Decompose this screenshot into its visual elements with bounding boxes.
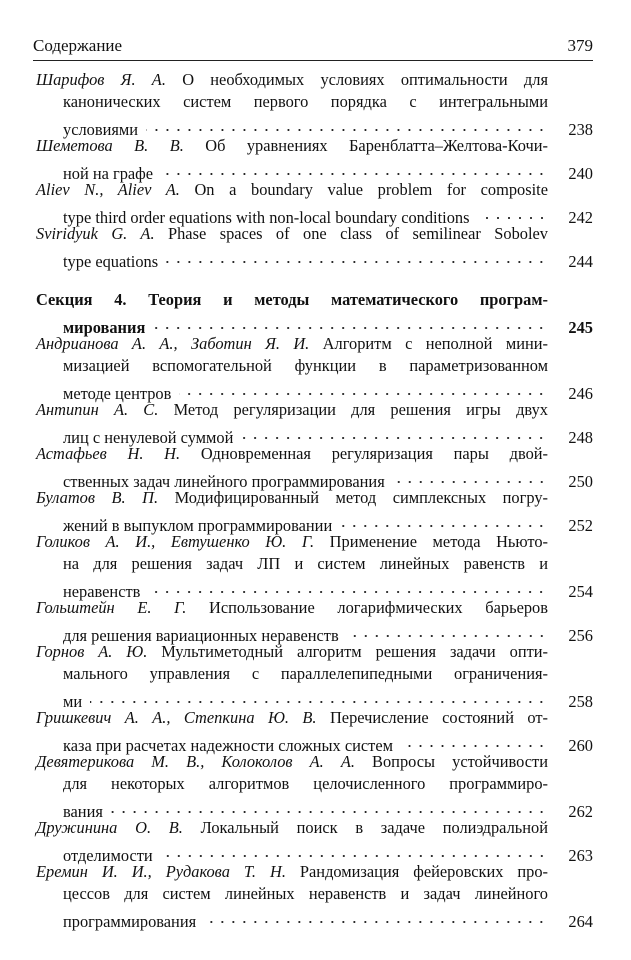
- entry-title-text: программирования: [63, 912, 197, 931]
- entry-line: [36, 817, 548, 839]
- toc-entry: [36, 707, 593, 755]
- entry-author: Aliev N., Aliev A.: [36, 180, 180, 199]
- entry-author: Астафьев Н. Н.: [36, 444, 181, 463]
- dot-leader: [161, 157, 547, 179]
- entry-title-text: Алгоритм с неполной мини-: [322, 334, 548, 353]
- header-title: Содержание: [33, 36, 123, 55]
- entry-title-text: каза при расчетах надежности сложных систем: [63, 736, 393, 755]
- entry-title-text: мизацией вспомогательной функции в параметризованном: [63, 356, 548, 375]
- entry-line: [36, 289, 548, 311]
- entry-last-line: [36, 377, 593, 403]
- entry-title-text: на для решения задач ЛП и систем линейных равенств и: [63, 554, 548, 573]
- entry-line: [36, 443, 548, 465]
- entry-page-number: 250: [568, 472, 593, 491]
- dot-leader: [340, 509, 547, 531]
- entry-title-text: методе центров: [63, 384, 172, 403]
- entry-line: [36, 179, 548, 201]
- entry-author: Гришкевич А. А., Степкина Ю. В.: [36, 708, 317, 727]
- entry-author: Андрианова А. А., Заботин Я. И.: [36, 334, 310, 353]
- toc-entry: [36, 223, 593, 271]
- entry-title-text: Метод регуляризации для решения игры двух: [173, 400, 548, 419]
- entry-title-text: Применение метода Ньюто-: [329, 532, 549, 551]
- entry-title-text: Рандомизация фейеровских про-: [299, 862, 548, 881]
- entry-title-text: цессов для систем линейных неравенств и задач линейного: [63, 884, 548, 903]
- dot-leader: [204, 905, 547, 927]
- entry-last-line: [36, 575, 593, 601]
- entry-title-text: Phase spaces of one class of semilinear Sobolev: [168, 224, 548, 243]
- entry-title-text: Вопросы устойчивости: [372, 752, 548, 771]
- entry-title-text: лиц с ненулевой суммой: [63, 428, 234, 447]
- toc-entry: [36, 333, 593, 403]
- entry-author: Антипин А. С.: [36, 400, 159, 419]
- dot-leader: [146, 113, 547, 135]
- entry-page-number: 240: [568, 164, 593, 183]
- toc-entry: [36, 135, 593, 183]
- entry-title-text: условиями: [63, 120, 139, 139]
- entry-title-text: жений в выпуклом программировании: [63, 516, 333, 535]
- dot-leader: [393, 465, 547, 487]
- entry-last-line: [36, 311, 593, 337]
- entry-last-line: [36, 157, 593, 183]
- toc-entry: [36, 751, 593, 821]
- entry-line: [36, 91, 548, 113]
- entry-last-line: [36, 839, 593, 865]
- toc-entry: [36, 443, 593, 491]
- entry-page-number: 254: [568, 582, 593, 601]
- entry-title-text: Перечисление состояний от-: [329, 708, 548, 727]
- entry-last-line: [36, 619, 593, 645]
- entry-title-text: мального управления с параллелепипедными ограничения-: [63, 664, 548, 683]
- entry-line: [36, 663, 548, 685]
- entry-line: [36, 135, 548, 157]
- entry-page-number: 263: [568, 846, 593, 865]
- entry-line: [36, 861, 548, 883]
- entry-last-line: [36, 421, 593, 447]
- entry-last-line: [36, 729, 593, 755]
- entry-title-text: Одновременная регуляризация пары двой-: [200, 444, 548, 463]
- entry-author: Гольштейн Е. Г.: [36, 598, 187, 617]
- entry-author: Девятерикова М. В., Колоколов А. А.: [36, 752, 355, 771]
- entry-last-line: [36, 905, 593, 931]
- dot-leader: [478, 201, 548, 223]
- toc-entry: [36, 69, 593, 139]
- entry-line: [36, 487, 548, 509]
- toc-entry: [36, 597, 593, 645]
- entry-author: Голиков А. И., Евтушенко Ю. Г.: [36, 532, 315, 551]
- entry-author: Булатов В. П.: [36, 488, 159, 507]
- entry-line: [36, 773, 548, 795]
- toc-entry: [36, 817, 593, 865]
- toc-entry: [36, 179, 593, 227]
- entry-line: [36, 883, 548, 905]
- entry-title-text: ми: [63, 692, 83, 711]
- dot-leader: [111, 795, 547, 817]
- entry-author: Еремин И. И., Рудакова Т. Н.: [36, 862, 286, 881]
- entry-page-number: 256: [568, 626, 593, 645]
- toc-entry: [36, 487, 593, 535]
- dot-leader: [179, 377, 547, 399]
- entry-title-text: канонических систем первого порядка с интегральными: [63, 92, 548, 111]
- entry-page-number: 245: [568, 318, 593, 337]
- entry-page-number: 258: [568, 692, 593, 711]
- entry-line: [36, 707, 548, 729]
- entry-title-text: для некоторых алгоритмов целочисленного программиро-: [63, 774, 548, 793]
- entry-title-text: type third order equations with non-local boundary conditions: [63, 208, 470, 227]
- entry-title-text: Локальный поиск в задаче полиэдральной: [200, 818, 548, 837]
- entry-author: Горнов А. Ю.: [36, 642, 148, 661]
- entry-page-number: 242: [568, 208, 593, 227]
- entry-title-text: ной на графе: [63, 164, 154, 183]
- entry-page-number: 260: [568, 736, 593, 755]
- dot-leader: [347, 619, 547, 641]
- header-rule: [33, 60, 593, 61]
- entry-line: [36, 333, 548, 355]
- entry-line: [36, 399, 548, 421]
- entry-line: [36, 553, 548, 575]
- entry-title-text: вания: [63, 802, 103, 821]
- entry-line: [36, 223, 548, 245]
- entry-title-text: type equations: [63, 252, 159, 271]
- entry-line: [36, 751, 548, 773]
- dot-leader: [153, 311, 547, 333]
- dot-leader: [241, 421, 547, 443]
- entry-title-text: для решения вариационных неравенств: [63, 626, 339, 645]
- entry-author: Шеметова В. В.: [36, 136, 184, 155]
- entry-title-text: отделимости: [63, 846, 153, 865]
- entry-title-text: On a boundary value problem for composite: [194, 180, 548, 199]
- entry-title-text: Использование логарифмических барьеров: [209, 598, 548, 617]
- section-heading: [36, 289, 593, 337]
- entry-last-line: [36, 509, 593, 535]
- entry-author: Дружинина О. В.: [36, 818, 183, 837]
- entry-last-line: [36, 795, 593, 821]
- entry-page-number: 246: [568, 384, 593, 403]
- entry-page-number: 264: [568, 912, 593, 931]
- entry-title-text: Об уравнениях Баренблатта–Желтова-Кочи-: [205, 136, 548, 155]
- entry-author: Шарифов Я. А.: [36, 70, 166, 89]
- entry-last-line: [36, 113, 593, 139]
- entry-page-number: 238: [568, 120, 593, 139]
- entry-page-number: 244: [568, 252, 593, 271]
- entry-line: [36, 355, 548, 377]
- entry-page-number: 262: [568, 802, 593, 821]
- entry-last-line: [36, 245, 593, 271]
- entry-last-line: [36, 465, 593, 491]
- entry-line: [36, 597, 548, 619]
- toc-entry: [36, 641, 593, 711]
- table-of-contents: [36, 69, 593, 931]
- dot-leader: [166, 245, 547, 267]
- toc-entry: [36, 399, 593, 447]
- entry-page-number: 252: [568, 516, 593, 535]
- entry-title-text: Мультиметодный алгоритм решения задачи опти-: [161, 642, 548, 661]
- entry-line: [36, 641, 548, 663]
- entry-title-text: Секция 4. Теория и методы математического програм-: [36, 290, 548, 309]
- entry-title-text: мирования: [63, 318, 146, 337]
- dot-leader: [148, 575, 547, 597]
- header-page-number: 379: [567, 36, 593, 55]
- toc-entry: [36, 531, 593, 601]
- dot-leader: [401, 729, 547, 751]
- dot-leader: [90, 685, 547, 707]
- entry-last-line: [36, 201, 593, 227]
- entry-author: Sviridyuk G. A.: [36, 224, 155, 243]
- dot-leader: [161, 839, 547, 861]
- entry-last-line: [36, 685, 593, 711]
- entry-line: [36, 69, 548, 91]
- entry-title-text: Модифицированный метод симплексных погру-: [174, 488, 548, 507]
- entry-title-text: О необходимых условиях оптимальности для: [182, 70, 548, 89]
- entry-line: [36, 531, 548, 553]
- toc-entry: [36, 861, 593, 931]
- running-header: [33, 32, 593, 56]
- entry-title-text: ственных задач линейного программирования: [63, 472, 385, 491]
- entry-page-number: 248: [568, 428, 593, 447]
- entry-title-text: неравенств: [63, 582, 141, 601]
